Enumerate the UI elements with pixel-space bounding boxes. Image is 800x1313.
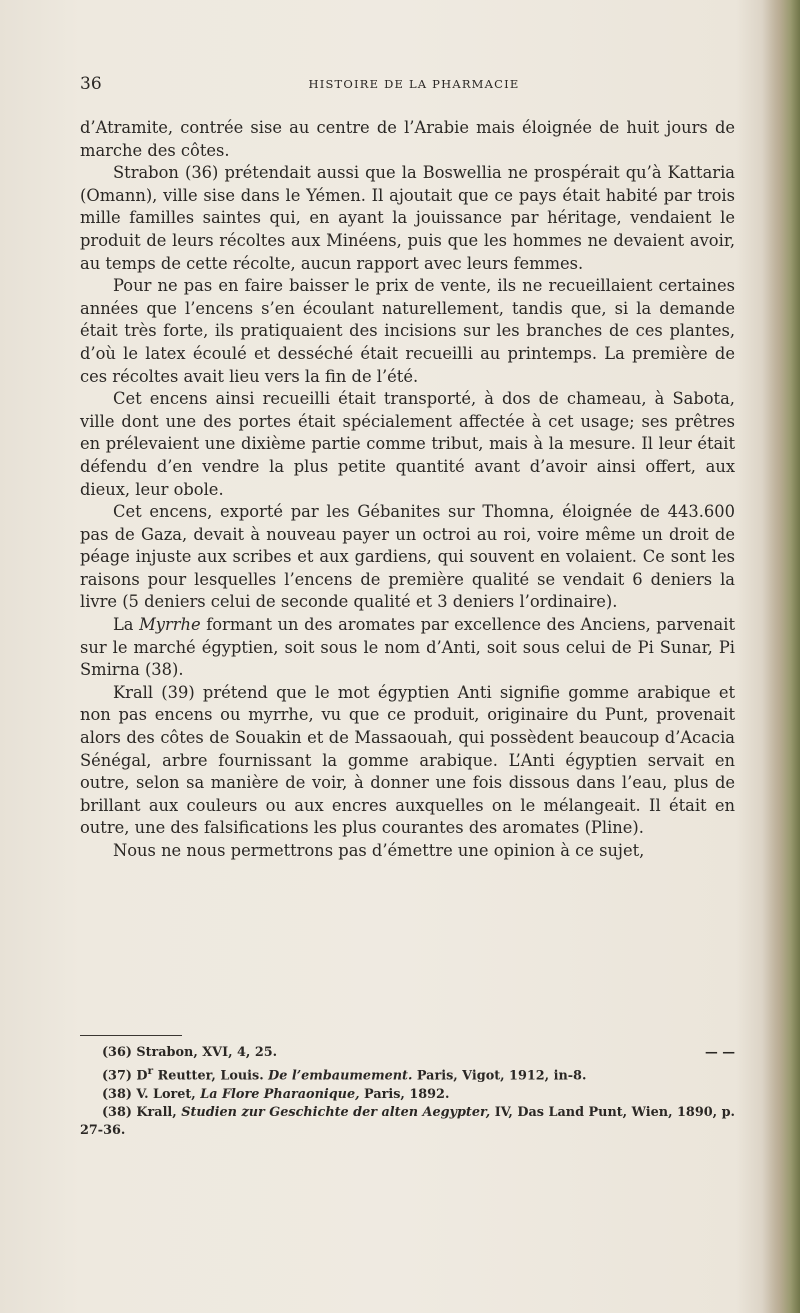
footnote-rule	[80, 1035, 182, 1036]
text-span: formant un des aromates par excellence des Anciens, parvenait sur le marché égyptien, soit sous le nom d’Anti, soit sous celui de Pi Sunar, Pi Smirna (38).	[80, 615, 735, 680]
footnote-superscript: r	[147, 1064, 154, 1078]
page-number: 36	[80, 74, 102, 94]
footnote-author: Reutter, Louis.	[153, 1068, 269, 1084]
paragraph: d’Atramite, contrée sise au centre de l’Arabie mais éloignée de huit jours de marche des côtes.	[80, 118, 735, 160]
footnote-prefix: (38) Krall,	[102, 1104, 182, 1120]
footnote-title: De l’embaumement.	[268, 1068, 413, 1084]
paragraph: Strabon (36) prétendait aussi que la Boswellia ne prospérait qu’à Kattaria (Omann), ville sise dans le Yémen. Il ajoutait que ce pays était habité par trois mille familles saintes qui, en ayant la jouissance par héritage, vendaient le produit de leurs récoltes aux Minéens, puis que les hommes ne devaient avoir, au temps de cette récolte, aucun rapport avec leurs femmes.	[80, 163, 735, 273]
footnote-37	[80, 1062, 735, 1085]
footnote-rest: Paris, 1892.	[359, 1086, 450, 1102]
paragraph: Pour ne pas en faire baisser le prix de vente, ils ne recueillaient certaines années que l’encens s’en écoulant naturellement, tandis que, si la demande était très forte, ils pratiquaient des incisions sur les branches de ces plantes, d’où le latex écoulé et desséché était recueilli au printemps. La première de ces récoltes avait lieu vers la fin de l’été.	[80, 276, 735, 386]
paragraph-myrrhe	[80, 614, 735, 682]
footnote-text: (36) Strabon, XVI, 4, 25.	[102, 1045, 278, 1060]
footnote-prefix: (37) D	[102, 1068, 148, 1084]
paragraph: Cet encens ainsi recueilli était transporté, à dos de chameau, à Sabota, ville dont une des portes était spécialement affectée à cet usage; ses prêtres en prélevaient une dixième partie comme tribut, mais à la mesure. Il leur était défendu d’en vendre la plus petite quantité avant d’avoir ainsi offert, aux dieux, leur obole.	[80, 389, 735, 499]
footnote-38b	[80, 1104, 735, 1140]
paragraph: Krall (39) prétend que le mot égyptien Anti signifie gomme arabique et non pas encens ou myrrhe, vu que ce produit, originaire du Punt, provenait alors des côtes de Souakin et de Massaouah, qui possèdent beaucoup d’Acacia Sénégal, arbre fournissant la gomme arabique. L’Anti égyptien servait en outre, selon sa manière de voir, à donner une fois dissous dans l’eau, plus de brillant aux couleurs ou aux encres auxquelles on le mélangeait. Il était en outre, une des falsifications les plus courantes des aromates (Pline).	[80, 682, 735, 838]
running-title: HISTOIRE DE LA PHARMACIE	[308, 77, 520, 91]
footnote-36	[80, 1044, 735, 1062]
page-edge-shadow	[762, 0, 800, 1313]
footnote-prefix: (38) V. Loret,	[102, 1086, 201, 1102]
footnote-title: La Flore Pharaonique,	[200, 1086, 360, 1102]
footnote-rest: Paris, Vigot, 1912, in-8.	[412, 1068, 587, 1084]
footnote-dash: — —	[704, 1045, 735, 1060]
paragraph: Cet encens, exporté par les Gébanites sur Thomna, éloignée de 443.600 pas de Gaza, devait à nouveau payer un octroi au roi, voire même un droit de péage injuste aux scribes et aux gardiens, qui souvent en volaient. Ce sont les raisons pour lesquelles l’encens de première qualité se vendait 6 deniers la livre (5 deniers celui de seconde qualité et 3 deniers l’ordinaire).	[80, 502, 735, 612]
paragraph: Nous ne nous permettrons pas d’émettre une opinion à ce sujet,	[113, 841, 645, 860]
running-header	[78, 74, 750, 98]
text-span: La	[113, 615, 140, 635]
footnote-title: Studien zur Geschichte der alten Aegypter,	[181, 1104, 491, 1120]
footnotes	[80, 1044, 735, 1140]
footnote-38a	[80, 1086, 735, 1104]
footnote-rest: IV, Das Land Punt, Wien, 1890, p. 27-36.	[80, 1104, 736, 1139]
italic-term: Myrrhe	[139, 615, 201, 635]
main-text	[80, 117, 735, 863]
